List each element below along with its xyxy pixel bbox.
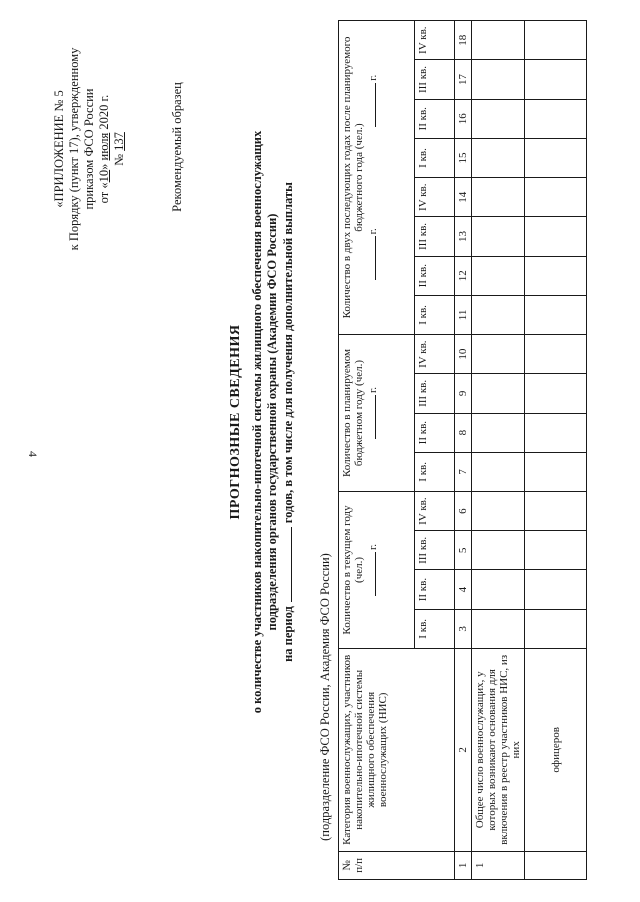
appendix-number xyxy=(112,24,127,274)
column-number: 13 xyxy=(455,217,472,256)
column-number: 6 xyxy=(455,491,472,530)
header-number: № п/п xyxy=(339,851,455,879)
date-mid: » xyxy=(97,160,111,170)
row-number: 1 xyxy=(472,851,525,879)
appendix-block xyxy=(52,24,127,274)
quarter-header: II кв. xyxy=(415,413,455,452)
period-suffix: годов, в том числе для получения дополнительной выплаты xyxy=(281,182,295,524)
year-blank-b xyxy=(365,75,379,127)
value-cell xyxy=(525,609,587,648)
quarter-header: I кв. xyxy=(415,609,455,648)
value-cell xyxy=(472,178,525,217)
appendix-date xyxy=(97,24,112,274)
quarter-header: IV кв. xyxy=(415,178,455,217)
quarter-header: III кв. xyxy=(415,531,455,570)
quarter-header: I кв. xyxy=(415,138,455,177)
value-cell xyxy=(472,138,525,177)
value-cell xyxy=(525,256,587,295)
year-blank-line xyxy=(365,395,376,439)
column-number: 10 xyxy=(455,335,472,374)
value-cell xyxy=(525,570,587,609)
column-number: 11 xyxy=(455,295,472,334)
title-main: ПРОГНОЗНЫЕ СВЕДЕНИЯ xyxy=(228,324,243,520)
quarter-header: IV кв. xyxy=(415,335,455,374)
value-cell xyxy=(472,531,525,570)
column-number: 3 xyxy=(455,609,472,648)
value-cell xyxy=(525,374,587,413)
title-line-2: подразделения органов государственной охраны (Академии ФСО России) xyxy=(265,213,279,631)
number-prefix: № xyxy=(112,150,126,166)
value-cell xyxy=(472,374,525,413)
two-years-label: Количество в двух последующих годах после планируемого бюджетного года (чел.) xyxy=(341,36,365,319)
quarter-header: IV кв. xyxy=(415,491,455,530)
period-prefix: на период xyxy=(281,606,295,662)
year-suffix: г. xyxy=(367,228,379,235)
value-cell xyxy=(525,335,587,374)
column-number: 17 xyxy=(455,60,472,99)
value-cell xyxy=(525,99,587,138)
column-number: 8 xyxy=(455,413,472,452)
value-cell xyxy=(472,413,525,452)
quarter-header: I кв. xyxy=(415,295,455,334)
value-cell xyxy=(472,335,525,374)
value-cell xyxy=(472,21,525,60)
year-blank-line xyxy=(365,236,376,280)
value-cell xyxy=(472,99,525,138)
document-title xyxy=(228,22,296,822)
column-number: 5 xyxy=(455,531,472,570)
header-category: Категория военнослужащих, участников накопительно-ипотечной системы жилищного обеспечения военнослужащих (НИС) xyxy=(339,648,455,851)
column-number: 18 xyxy=(455,21,472,60)
value-cell xyxy=(525,413,587,452)
current-year-label: Количество в текущем году (чел.) xyxy=(341,505,365,635)
value-cell xyxy=(472,295,525,334)
current-year-blank xyxy=(365,495,379,645)
value-cell xyxy=(525,60,587,99)
column-number: 2 xyxy=(455,648,472,851)
appendix-line-2: к Порядку (пункт 17), утвержденному xyxy=(67,47,81,251)
recommended-sample-label: Рекомендуемый образец xyxy=(170,82,184,212)
appendix-title: «ПРИЛОЖЕНИЕ № 5 xyxy=(52,90,66,208)
column-number: 12 xyxy=(455,256,472,295)
value-cell xyxy=(472,609,525,648)
column-number: 15 xyxy=(455,138,472,177)
year-suffix: г. xyxy=(367,543,379,550)
title-line-3 xyxy=(280,22,296,822)
value-cell xyxy=(472,452,525,491)
row-category: офицеров xyxy=(525,648,587,851)
value-cell xyxy=(472,256,525,295)
value-cell xyxy=(525,531,587,570)
quarter-header: III кв. xyxy=(415,60,455,99)
year-blank-line xyxy=(365,552,376,596)
header-two-years xyxy=(339,21,415,335)
order-number: 137 xyxy=(112,132,126,151)
value-cell xyxy=(525,138,587,177)
date-suffix: 2020 г. xyxy=(97,94,111,133)
column-number: 16 xyxy=(455,99,472,138)
appendix-line-3: приказом ФСО России xyxy=(82,88,96,210)
value-cell xyxy=(472,60,525,99)
header-planned-year xyxy=(339,335,415,492)
quarter-header: II кв. xyxy=(415,99,455,138)
page-number: 4 xyxy=(26,451,40,457)
quarter-header: I кв. xyxy=(415,452,455,491)
value-cell xyxy=(525,491,587,530)
date-prefix: от « xyxy=(97,182,111,204)
year-suffix: г. xyxy=(367,74,379,81)
value-cell xyxy=(525,452,587,491)
forecast-table xyxy=(338,20,587,880)
value-cell xyxy=(472,570,525,609)
quarter-header: II кв. xyxy=(415,570,455,609)
header-current-year xyxy=(339,491,415,648)
year-blank-line xyxy=(365,83,376,127)
year-blank-a xyxy=(365,228,379,280)
date-day: 10 xyxy=(97,169,111,183)
value-cell xyxy=(525,21,587,60)
quarter-header: IV кв. xyxy=(415,21,455,60)
value-cell xyxy=(525,295,587,334)
date-month: июля xyxy=(97,132,111,161)
row-category: Общее число военнослужащих, у которых возникают основания для включения в реестр участников НИС, из них xyxy=(472,648,525,851)
column-number: 1 xyxy=(455,851,472,879)
quarter-header: III кв. xyxy=(415,217,455,256)
quarter-header: III кв. xyxy=(415,374,455,413)
column-number: 14 xyxy=(455,178,472,217)
planned-year-blank xyxy=(365,338,379,488)
subdivision-label: (подразделение ФСО России, Академия ФСО России) xyxy=(318,553,332,841)
two-years-blanks xyxy=(365,24,379,331)
value-cell xyxy=(472,491,525,530)
row-number xyxy=(525,851,587,879)
value-cell xyxy=(525,217,587,256)
value-cell xyxy=(525,178,587,217)
period-blank-line xyxy=(280,527,292,602)
column-number: 7 xyxy=(455,452,472,491)
quarter-header: II кв. xyxy=(415,256,455,295)
planned-year-label: Количество в планируемом бюджетном году (чел.) xyxy=(341,349,365,478)
column-number: 9 xyxy=(455,374,472,413)
title-line-1: о количестве участников накопительно-ипотечной системы жилищного обеспечения военнослужащих xyxy=(250,130,264,714)
value-cell xyxy=(472,217,525,256)
year-suffix: г. xyxy=(367,387,379,394)
column-number: 4 xyxy=(455,570,472,609)
